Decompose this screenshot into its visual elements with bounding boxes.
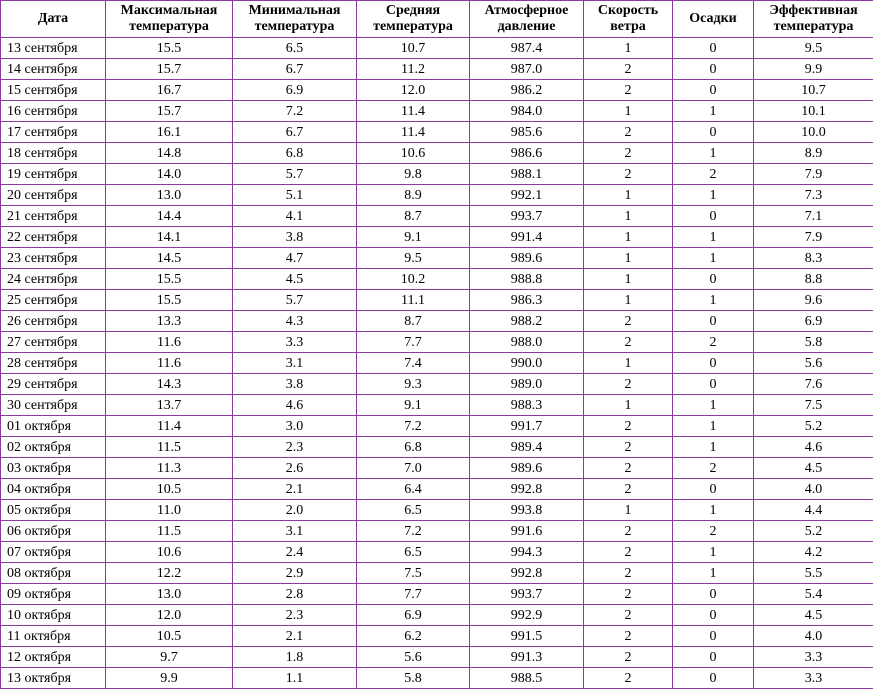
pressure-cell: 986.2 <box>470 80 584 101</box>
table-row <box>1 59 873 80</box>
date-cell: 06 октября <box>1 521 106 542</box>
date-cell: 20 сентября <box>1 185 106 206</box>
date-cell: 14 сентября <box>1 59 106 80</box>
pressure-cell: 992.1 <box>470 185 584 206</box>
pressure-cell: 987.0 <box>470 59 584 80</box>
avg-temp-cell: 6.4 <box>357 479 470 500</box>
effective-temp-cell: 7.9 <box>754 227 873 248</box>
max-temp-cell: 14.3 <box>106 374 233 395</box>
table-row <box>1 542 873 563</box>
min-temp-cell: 3.0 <box>233 416 357 437</box>
date-cell: 12 октября <box>1 647 106 668</box>
wind-speed-cell: 2 <box>584 374 673 395</box>
min-temp-cell: 2.6 <box>233 458 357 479</box>
table-row <box>1 38 873 59</box>
col-header-precipitation: Осадки <box>673 1 754 38</box>
wind-speed-cell: 2 <box>584 668 673 689</box>
precipitation-cell: 0 <box>673 80 754 101</box>
effective-temp-cell: 10.7 <box>754 80 873 101</box>
wind-speed-cell: 2 <box>584 80 673 101</box>
avg-temp-cell: 11.1 <box>357 290 470 311</box>
max-temp-cell: 9.9 <box>106 668 233 689</box>
avg-temp-cell: 8.9 <box>357 185 470 206</box>
pressure-cell: 988.2 <box>470 311 584 332</box>
wind-speed-cell: 1 <box>584 101 673 122</box>
date-cell: 27 сентября <box>1 332 106 353</box>
effective-temp-cell: 7.5 <box>754 395 873 416</box>
date-cell: 15 сентября <box>1 80 106 101</box>
min-temp-cell: 5.7 <box>233 290 357 311</box>
date-cell: 26 сентября <box>1 311 106 332</box>
table-row <box>1 521 873 542</box>
precipitation-cell: 1 <box>673 227 754 248</box>
max-temp-cell: 15.7 <box>106 59 233 80</box>
effective-temp-cell: 9.6 <box>754 290 873 311</box>
precipitation-cell: 2 <box>673 164 754 185</box>
precipitation-cell: 0 <box>673 206 754 227</box>
pressure-cell: 989.4 <box>470 437 584 458</box>
wind-speed-cell: 1 <box>584 353 673 374</box>
wind-speed-cell: 2 <box>584 59 673 80</box>
min-temp-cell: 2.1 <box>233 626 357 647</box>
effective-temp-cell: 7.6 <box>754 374 873 395</box>
wind-speed-cell: 1 <box>584 395 673 416</box>
pressure-cell: 988.3 <box>470 395 584 416</box>
avg-temp-cell: 6.9 <box>357 605 470 626</box>
effective-temp-cell: 4.0 <box>754 479 873 500</box>
precipitation-cell: 2 <box>673 458 754 479</box>
pressure-cell: 988.5 <box>470 668 584 689</box>
col-header-effective-temp: Эффективная температура <box>754 1 873 38</box>
table-row <box>1 206 873 227</box>
date-cell: 02 октября <box>1 437 106 458</box>
avg-temp-cell: 7.7 <box>357 332 470 353</box>
pressure-cell: 984.0 <box>470 101 584 122</box>
effective-temp-cell: 10.1 <box>754 101 873 122</box>
pressure-cell: 989.0 <box>470 374 584 395</box>
pressure-cell: 992.8 <box>470 563 584 584</box>
table-row <box>1 626 873 647</box>
precipitation-cell: 0 <box>673 59 754 80</box>
wind-speed-cell: 2 <box>584 542 673 563</box>
col-header-date: Дата <box>1 1 106 38</box>
pressure-cell: 992.8 <box>470 479 584 500</box>
avg-temp-cell: 6.8 <box>357 437 470 458</box>
col-header-avg-temp: Средняя температура <box>357 1 470 38</box>
table-row <box>1 269 873 290</box>
max-temp-cell: 11.5 <box>106 437 233 458</box>
max-temp-cell: 11.6 <box>106 332 233 353</box>
avg-temp-cell: 11.2 <box>357 59 470 80</box>
wind-speed-cell: 2 <box>584 122 673 143</box>
table-row <box>1 227 873 248</box>
pressure-cell: 991.3 <box>470 647 584 668</box>
max-temp-cell: 10.5 <box>106 479 233 500</box>
avg-temp-cell: 11.4 <box>357 101 470 122</box>
max-temp-cell: 11.0 <box>106 500 233 521</box>
wind-speed-cell: 1 <box>584 227 673 248</box>
table-body <box>1 38 873 689</box>
avg-temp-cell: 5.8 <box>357 668 470 689</box>
avg-temp-cell: 6.2 <box>357 626 470 647</box>
min-temp-cell: 2.8 <box>233 584 357 605</box>
effective-temp-cell: 4.5 <box>754 605 873 626</box>
effective-temp-cell: 8.9 <box>754 143 873 164</box>
precipitation-cell: 1 <box>673 185 754 206</box>
precipitation-cell: 0 <box>673 605 754 626</box>
date-cell: 29 сентября <box>1 374 106 395</box>
col-header-max-temp: Максимальная температура <box>106 1 233 38</box>
precipitation-cell: 2 <box>673 521 754 542</box>
col-header-pressure: Атмосферное давление <box>470 1 584 38</box>
pressure-cell: 991.4 <box>470 227 584 248</box>
wind-speed-cell: 1 <box>584 290 673 311</box>
precipitation-cell: 0 <box>673 626 754 647</box>
max-temp-cell: 14.1 <box>106 227 233 248</box>
avg-temp-cell: 8.7 <box>357 311 470 332</box>
effective-temp-cell: 6.9 <box>754 311 873 332</box>
effective-temp-cell: 5.8 <box>754 332 873 353</box>
table-row <box>1 101 873 122</box>
avg-temp-cell: 6.5 <box>357 542 470 563</box>
table-row <box>1 416 873 437</box>
avg-temp-cell: 7.4 <box>357 353 470 374</box>
min-temp-cell: 1.1 <box>233 668 357 689</box>
pressure-cell: 991.7 <box>470 416 584 437</box>
avg-temp-cell: 6.5 <box>357 500 470 521</box>
precipitation-cell: 1 <box>673 290 754 311</box>
effective-temp-cell: 5.5 <box>754 563 873 584</box>
wind-speed-cell: 2 <box>584 521 673 542</box>
avg-temp-cell: 10.2 <box>357 269 470 290</box>
avg-temp-cell: 9.8 <box>357 164 470 185</box>
effective-temp-cell: 8.8 <box>754 269 873 290</box>
precipitation-cell: 0 <box>673 38 754 59</box>
date-cell: 28 сентября <box>1 353 106 374</box>
max-temp-cell: 9.7 <box>106 647 233 668</box>
max-temp-cell: 16.1 <box>106 122 233 143</box>
date-cell: 03 октября <box>1 458 106 479</box>
precipitation-cell: 0 <box>673 479 754 500</box>
min-temp-cell: 2.1 <box>233 479 357 500</box>
avg-temp-cell: 7.2 <box>357 416 470 437</box>
date-cell: 04 октября <box>1 479 106 500</box>
table-row <box>1 395 873 416</box>
avg-temp-cell: 7.2 <box>357 521 470 542</box>
min-temp-cell: 3.1 <box>233 353 357 374</box>
date-cell: 23 сентября <box>1 248 106 269</box>
min-temp-cell: 4.3 <box>233 311 357 332</box>
avg-temp-cell: 9.5 <box>357 248 470 269</box>
effective-temp-cell: 5.2 <box>754 416 873 437</box>
table-row <box>1 311 873 332</box>
max-temp-cell: 11.3 <box>106 458 233 479</box>
max-temp-cell: 13.7 <box>106 395 233 416</box>
precipitation-cell: 0 <box>673 353 754 374</box>
precipitation-cell: 0 <box>673 269 754 290</box>
min-temp-cell: 4.7 <box>233 248 357 269</box>
min-temp-cell: 6.8 <box>233 143 357 164</box>
table-row <box>1 332 873 353</box>
precipitation-cell: 2 <box>673 332 754 353</box>
effective-temp-cell: 4.4 <box>754 500 873 521</box>
table-row <box>1 605 873 626</box>
precipitation-cell: 1 <box>673 395 754 416</box>
max-temp-cell: 15.5 <box>106 38 233 59</box>
table-row <box>1 563 873 584</box>
precipitation-cell: 1 <box>673 143 754 164</box>
max-temp-cell: 11.5 <box>106 521 233 542</box>
precipitation-cell: 0 <box>673 668 754 689</box>
table-row <box>1 437 873 458</box>
precipitation-cell: 1 <box>673 437 754 458</box>
effective-temp-cell: 4.2 <box>754 542 873 563</box>
table-row <box>1 584 873 605</box>
pressure-cell: 988.0 <box>470 332 584 353</box>
date-cell: 30 сентября <box>1 395 106 416</box>
wind-speed-cell: 2 <box>584 563 673 584</box>
pressure-cell: 985.6 <box>470 122 584 143</box>
min-temp-cell: 2.3 <box>233 605 357 626</box>
effective-temp-cell: 7.9 <box>754 164 873 185</box>
effective-temp-cell: 5.4 <box>754 584 873 605</box>
max-temp-cell: 14.5 <box>106 248 233 269</box>
date-cell: 10 октября <box>1 605 106 626</box>
avg-temp-cell: 9.3 <box>357 374 470 395</box>
date-cell: 01 октября <box>1 416 106 437</box>
avg-temp-cell: 8.7 <box>357 206 470 227</box>
precipitation-cell: 0 <box>673 311 754 332</box>
wind-speed-cell: 1 <box>584 269 673 290</box>
min-temp-cell: 4.5 <box>233 269 357 290</box>
effective-temp-cell: 7.1 <box>754 206 873 227</box>
precipitation-cell: 0 <box>673 584 754 605</box>
precipitation-cell: 1 <box>673 500 754 521</box>
effective-temp-cell: 4.0 <box>754 626 873 647</box>
precipitation-cell: 0 <box>673 647 754 668</box>
max-temp-cell: 15.5 <box>106 269 233 290</box>
pressure-cell: 994.3 <box>470 542 584 563</box>
table-row <box>1 80 873 101</box>
pressure-cell: 991.6 <box>470 521 584 542</box>
min-temp-cell: 2.0 <box>233 500 357 521</box>
date-cell: 24 сентября <box>1 269 106 290</box>
min-temp-cell: 3.8 <box>233 374 357 395</box>
date-cell: 16 сентября <box>1 101 106 122</box>
min-temp-cell: 1.8 <box>233 647 357 668</box>
min-temp-cell: 5.1 <box>233 185 357 206</box>
avg-temp-cell: 12.0 <box>357 80 470 101</box>
precipitation-cell: 1 <box>673 248 754 269</box>
effective-temp-cell: 8.3 <box>754 248 873 269</box>
wind-speed-cell: 2 <box>584 437 673 458</box>
table-row <box>1 479 873 500</box>
pressure-cell: 989.6 <box>470 458 584 479</box>
effective-temp-cell: 4.5 <box>754 458 873 479</box>
wind-speed-cell: 1 <box>584 38 673 59</box>
date-cell: 09 октября <box>1 584 106 605</box>
effective-temp-cell: 3.3 <box>754 668 873 689</box>
avg-temp-cell: 9.1 <box>357 395 470 416</box>
date-cell: 08 октября <box>1 563 106 584</box>
wind-speed-cell: 1 <box>584 185 673 206</box>
pressure-cell: 993.7 <box>470 584 584 605</box>
max-temp-cell: 15.5 <box>106 290 233 311</box>
wind-speed-cell: 2 <box>584 164 673 185</box>
wind-speed-cell: 1 <box>584 500 673 521</box>
date-cell: 25 сентября <box>1 290 106 311</box>
date-cell: 13 октября <box>1 668 106 689</box>
date-cell: 11 октября <box>1 626 106 647</box>
effective-temp-cell: 7.3 <box>754 185 873 206</box>
date-cell: 19 сентября <box>1 164 106 185</box>
table-row <box>1 143 873 164</box>
wind-speed-cell: 2 <box>584 479 673 500</box>
pressure-cell: 990.0 <box>470 353 584 374</box>
table-row <box>1 647 873 668</box>
min-temp-cell: 4.1 <box>233 206 357 227</box>
date-cell: 13 сентября <box>1 38 106 59</box>
min-temp-cell: 4.6 <box>233 395 357 416</box>
effective-temp-cell: 4.6 <box>754 437 873 458</box>
wind-speed-cell: 2 <box>584 584 673 605</box>
pressure-cell: 987.4 <box>470 38 584 59</box>
max-temp-cell: 16.7 <box>106 80 233 101</box>
avg-temp-cell: 7.0 <box>357 458 470 479</box>
avg-temp-cell: 9.1 <box>357 227 470 248</box>
table-row <box>1 248 873 269</box>
table-header-row <box>1 1 873 38</box>
max-temp-cell: 14.4 <box>106 206 233 227</box>
pressure-cell: 991.5 <box>470 626 584 647</box>
avg-temp-cell: 7.7 <box>357 584 470 605</box>
wind-speed-cell: 2 <box>584 458 673 479</box>
table-row <box>1 122 873 143</box>
pressure-cell: 993.8 <box>470 500 584 521</box>
max-temp-cell: 13.0 <box>106 584 233 605</box>
table-row <box>1 458 873 479</box>
table-row <box>1 164 873 185</box>
avg-temp-cell: 11.4 <box>357 122 470 143</box>
date-cell: 18 сентября <box>1 143 106 164</box>
date-cell: 21 сентября <box>1 206 106 227</box>
min-temp-cell: 6.7 <box>233 59 357 80</box>
pressure-cell: 988.8 <box>470 269 584 290</box>
min-temp-cell: 2.3 <box>233 437 357 458</box>
effective-temp-cell: 3.3 <box>754 647 873 668</box>
date-cell: 22 сентября <box>1 227 106 248</box>
avg-temp-cell: 7.5 <box>357 563 470 584</box>
min-temp-cell: 2.9 <box>233 563 357 584</box>
wind-speed-cell: 2 <box>584 416 673 437</box>
col-header-wind-speed: Скорость ветра <box>584 1 673 38</box>
wind-speed-cell: 1 <box>584 248 673 269</box>
effective-temp-cell: 5.2 <box>754 521 873 542</box>
max-temp-cell: 15.7 <box>106 101 233 122</box>
max-temp-cell: 10.6 <box>106 542 233 563</box>
precipitation-cell: 1 <box>673 542 754 563</box>
min-temp-cell: 6.5 <box>233 38 357 59</box>
min-temp-cell: 5.7 <box>233 164 357 185</box>
wind-speed-cell: 2 <box>584 332 673 353</box>
precipitation-cell: 0 <box>673 122 754 143</box>
table-row <box>1 353 873 374</box>
pressure-cell: 992.9 <box>470 605 584 626</box>
table-row <box>1 668 873 689</box>
wind-speed-cell: 2 <box>584 143 673 164</box>
min-temp-cell: 3.1 <box>233 521 357 542</box>
pressure-cell: 989.6 <box>470 248 584 269</box>
max-temp-cell: 12.2 <box>106 563 233 584</box>
min-temp-cell: 2.4 <box>233 542 357 563</box>
wind-speed-cell: 1 <box>584 206 673 227</box>
max-temp-cell: 13.3 <box>106 311 233 332</box>
date-cell: 17 сентября <box>1 122 106 143</box>
min-temp-cell: 6.7 <box>233 122 357 143</box>
effective-temp-cell: 9.5 <box>754 38 873 59</box>
wind-speed-cell: 2 <box>584 311 673 332</box>
max-temp-cell: 14.8 <box>106 143 233 164</box>
min-temp-cell: 3.8 <box>233 227 357 248</box>
pressure-cell: 993.7 <box>470 206 584 227</box>
pressure-cell: 988.1 <box>470 164 584 185</box>
precipitation-cell: 0 <box>673 374 754 395</box>
col-header-min-temp: Минимальная температура <box>233 1 357 38</box>
table-row <box>1 290 873 311</box>
table-row <box>1 185 873 206</box>
avg-temp-cell: 10.6 <box>357 143 470 164</box>
effective-temp-cell: 5.6 <box>754 353 873 374</box>
wind-speed-cell: 2 <box>584 605 673 626</box>
max-temp-cell: 12.0 <box>106 605 233 626</box>
max-temp-cell: 11.6 <box>106 353 233 374</box>
date-cell: 07 октября <box>1 542 106 563</box>
max-temp-cell: 10.5 <box>106 626 233 647</box>
avg-temp-cell: 5.6 <box>357 647 470 668</box>
min-temp-cell: 3.3 <box>233 332 357 353</box>
effective-temp-cell: 9.9 <box>754 59 873 80</box>
wind-speed-cell: 2 <box>584 626 673 647</box>
min-temp-cell: 6.9 <box>233 80 357 101</box>
precipitation-cell: 1 <box>673 101 754 122</box>
table-row <box>1 500 873 521</box>
max-temp-cell: 11.4 <box>106 416 233 437</box>
precipitation-cell: 1 <box>673 416 754 437</box>
table-row <box>1 374 873 395</box>
date-cell: 05 октября <box>1 500 106 521</box>
max-temp-cell: 13.0 <box>106 185 233 206</box>
pressure-cell: 986.6 <box>470 143 584 164</box>
max-temp-cell: 14.0 <box>106 164 233 185</box>
wind-speed-cell: 2 <box>584 647 673 668</box>
precipitation-cell: 1 <box>673 563 754 584</box>
min-temp-cell: 7.2 <box>233 101 357 122</box>
avg-temp-cell: 10.7 <box>357 38 470 59</box>
effective-temp-cell: 10.0 <box>754 122 873 143</box>
pressure-cell: 986.3 <box>470 290 584 311</box>
